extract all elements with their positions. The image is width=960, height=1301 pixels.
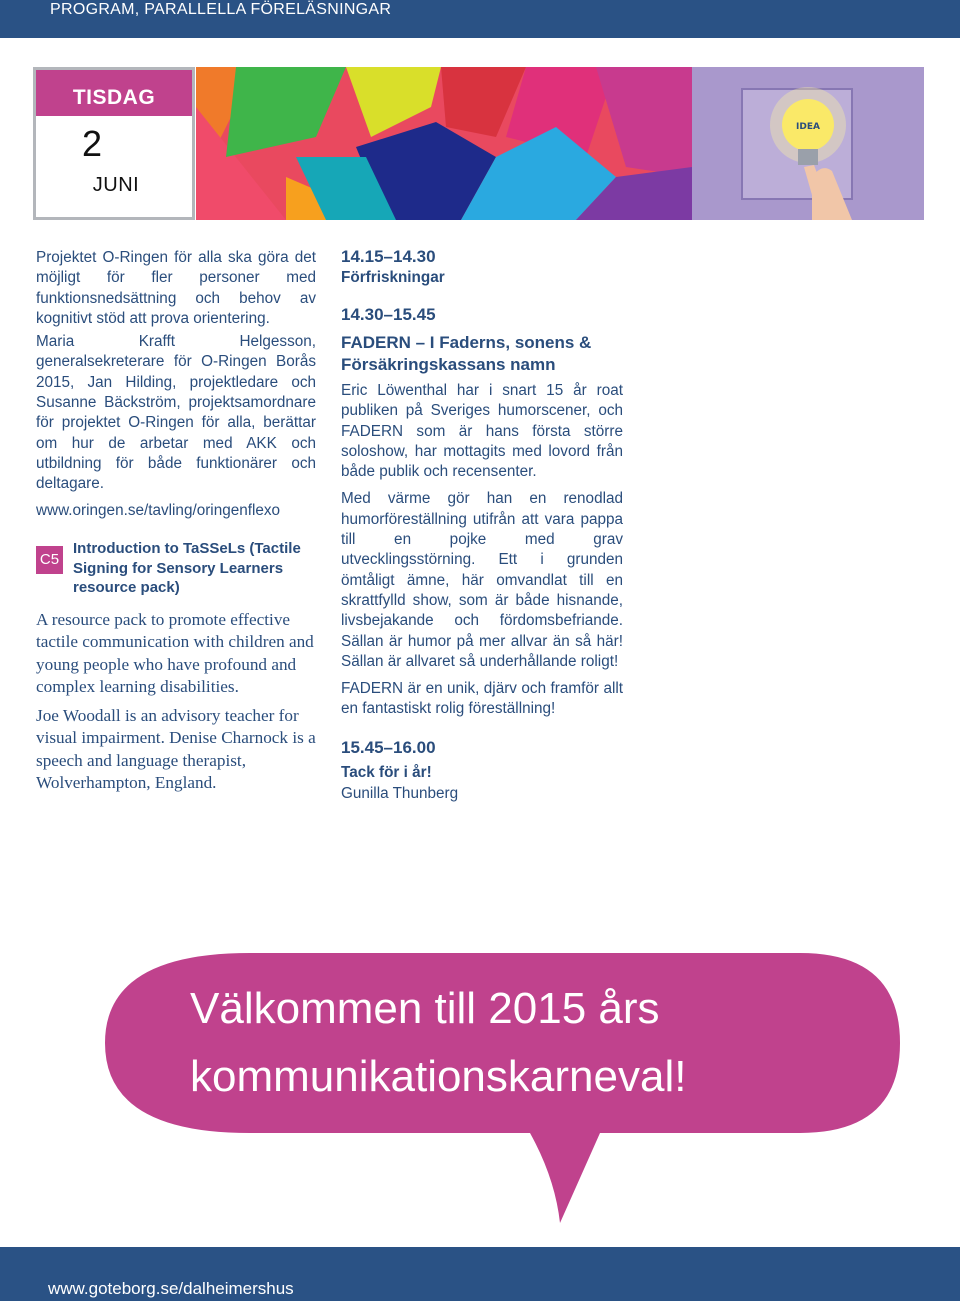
oringen-link[interactable]: www.oringen.se/tavling/oringenflexo <box>36 501 281 519</box>
colorful-shapes-illustration <box>196 67 692 220</box>
date-card-body <box>36 116 192 217</box>
time-slot-2: 14.30–15.45 <box>341 305 436 324</box>
right-column <box>341 246 623 803</box>
session-code-badge: C5 <box>36 546 63 574</box>
left-column <box>36 248 316 520</box>
refreshments-label: Förfriskningar <box>341 269 445 286</box>
closing-label: Tack för i år! <box>341 763 432 781</box>
footer-link[interactable]: www.goteborg.se/dalheimershus <box>48 1279 294 1298</box>
welcome-line-2: kommunikationskarneval! <box>190 1052 687 1101</box>
month-label: JUNI <box>92 174 140 196</box>
lightbulb-idea-image <box>692 67 924 220</box>
fadern-description-paragraph: Med värme gör han en renodlad humorföreställning utifrån att vara pappa till en pojke med grav utvecklingsstörning. Ett i grunden ömtåligt ämne, här omvandlat till en skrattfylld show, som är både hisnande, livsbejakande och fördomsbefriande. Sällan är humor på mer allvar än så här! Sällan är allvaret så underhållande roligt! <box>341 490 623 670</box>
session-description <box>36 609 316 794</box>
fadern-closing-paragraph: FADERN är en unik, djärv och framför allt en fantastiskt rolig föreställning! <box>341 680 623 718</box>
header-title: PROGRAM, PARALLELLA FÖRELÄSNINGAR <box>50 1 392 18</box>
time-slot-1: 14.15–14.30 <box>341 247 436 266</box>
session-description-paragraph: A resource pack to promote effective tactile communication with children and young people who have profound and complex learning disabilities. <box>36 610 314 696</box>
session-title: Introduction to TaSSeLs (Tactile Signing for Sensory Learners resource pack) <box>73 540 301 596</box>
date-card <box>33 67 195 220</box>
welcome-message <box>190 975 850 1111</box>
day-number: 2 <box>81 123 103 164</box>
closing-speaker-name: Gunilla Thunberg <box>341 784 459 802</box>
lightbulb-illustration <box>692 67 924 220</box>
colorful-shapes-image <box>196 67 692 220</box>
time-slot-3: 15.45–16.00 <box>341 737 436 757</box>
date-card-header <box>36 70 192 116</box>
welcome-line-1: Välkommen till 2015 års <box>190 984 660 1033</box>
fadern-intro-paragraph: Eric Löwenthal har i snart 15 år roat publiken på Sveriges humorscener, och FADERN som är hans första större soloshow, har mottagits med lovord från både publik och recensenter. <box>341 382 623 481</box>
footer-bar <box>0 1247 960 1301</box>
session-speakers-paragraph: Joe Woodall is an advisory teacher for visual impairment. Denise Charnock is a speech and language therapist, Wolverhampton, England. <box>36 706 316 793</box>
oringen-speakers-paragraph: Maria Krafft Helgesson, generalsekreterare för O-Ringen Borås 2015, Jan Hilding, projektledare och Susanne Bäckström, projektsamordnare för projektet O-Ringen för alla, berättar om hur de arbetar med AKK och utbildning för både funktionärer och deltagare. <box>36 333 316 493</box>
fadern-title: FADERN – I Faderns, sonens & Försäkringskassans namn <box>341 333 592 374</box>
weekday-label: TISDAG <box>72 86 156 109</box>
svg-text:IDEA: IDEA <box>796 122 820 132</box>
top-header-bar <box>0 0 960 38</box>
oringen-intro-paragraph: Projektet O-Ringen för alla ska göra det möjligt för fler personer med funktionsnedsättning och behov av kognitivt stöd att prova orientering. <box>36 249 316 327</box>
